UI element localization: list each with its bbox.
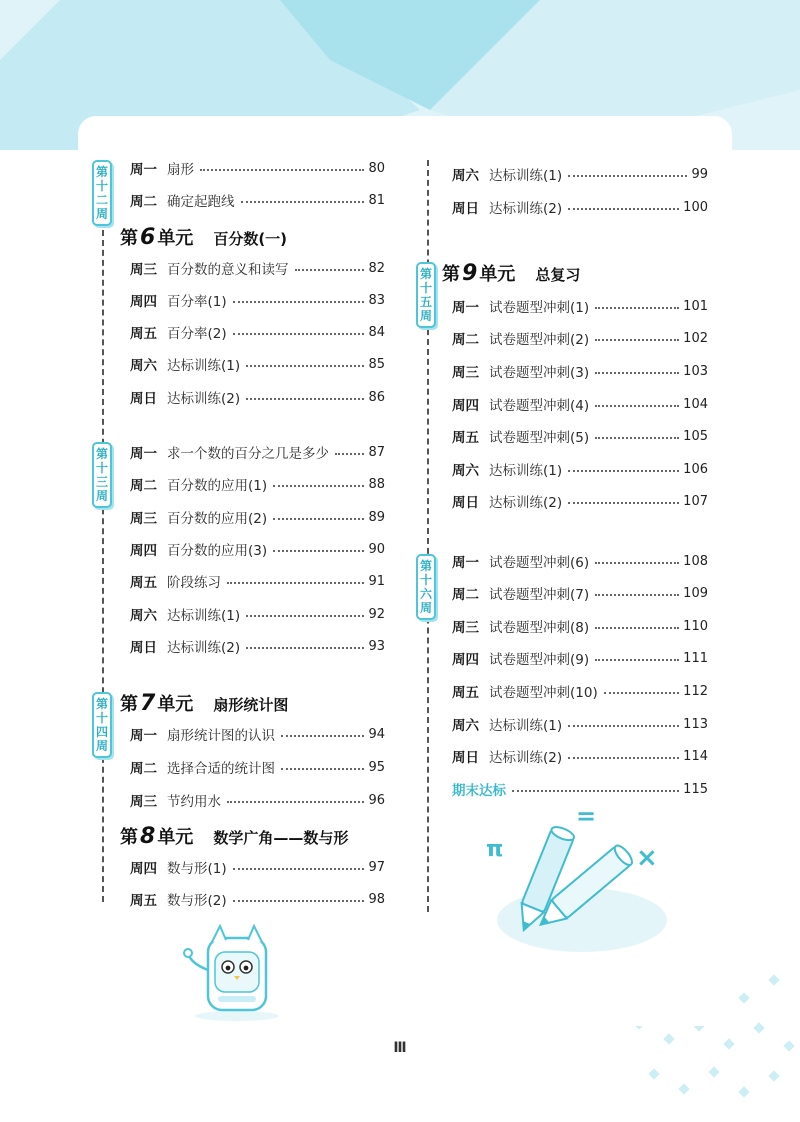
week-14-tag: 第 十 四 周 [92, 692, 112, 758]
toc-entry[interactable]: 周日 达标训练(2) 93 [130, 638, 385, 656]
toc-entry[interactable]: 周四 数与形(1) 97 [130, 859, 385, 877]
toc-entry[interactable]: 周日 达标训练(2) 86 [130, 389, 385, 407]
times-symbol: × [636, 843, 658, 873]
week-12-tag: 第 十 二 周 [92, 160, 112, 226]
toc-entry[interactable]: 周六 达标训练(1) 92 [130, 606, 385, 624]
toc-entry[interactable]: 周日 达标训练(2) 114 [452, 748, 708, 766]
toc-entry[interactable]: 周六 达标训练(1) 106 [452, 461, 708, 479]
toc-entry[interactable]: 周五 百分率(2) 84 [130, 324, 385, 342]
toc-entry[interactable]: 周五 试卷题型冲刺(5) 105 [452, 428, 708, 446]
toc-entry[interactable]: 周四 试卷题型冲刺(9) 111 [452, 650, 708, 668]
week-15-tag: 第 十 五 周 [416, 262, 436, 328]
toc-entry[interactable]: 周一 求一个数的百分之几是多少 87 [130, 444, 385, 462]
toc-entry[interactable]: 周六 达标训练(1) 99 [452, 166, 708, 184]
toc-entry[interactable]: 周一 扇形统计图的认识 94 [130, 726, 385, 744]
unit-8-heading: 第 8 单元 数学广角——数与形 [120, 824, 349, 849]
page-number: Ⅲ [393, 1040, 407, 1056]
toc-entry[interactable]: 周三 试卷题型冲刺(3) 103 [452, 363, 708, 381]
toc-entry[interactable]: 周日 达标训练(2) 107 [452, 493, 708, 511]
unit-6-heading: 第 6 单元 百分数(一) [120, 225, 288, 250]
toc-entry[interactable]: 周三 试卷题型冲刺(8) 110 [452, 618, 708, 636]
toc-entry[interactable]: 周三 百分数的应用(2) 89 [130, 509, 385, 527]
toc-entry[interactable]: 周三 节约用水 96 [130, 792, 385, 810]
toc-entry[interactable]: 周二 选择合适的统计图 95 [130, 759, 385, 777]
left-guide-line [102, 230, 104, 902]
toc-entry[interactable]: 周一 试卷题型冲刺(1) 101 [452, 298, 708, 316]
pencils-illustration [472, 800, 672, 960]
toc-entry[interactable]: 周五 数与形(2) 98 [130, 891, 385, 909]
toc-entry[interactable]: 周四 百分数的应用(3) 90 [130, 541, 385, 559]
toc-entry[interactable]: 周二 试卷题型冲刺(7) 109 [452, 585, 708, 603]
toc-entry[interactable]: 周日 达标训练(2) 100 [452, 199, 708, 217]
toc-entry[interactable]: 周一 试卷题型冲刺(6) 108 [452, 553, 708, 571]
toc-entry[interactable]: 周六 达标训练(1) 85 [130, 356, 385, 374]
final-review-entry[interactable]: 期末达标 115 [452, 781, 708, 799]
pi-symbol: π [486, 837, 504, 862]
toc-entry[interactable]: 周四 试卷题型冲刺(4) 104 [452, 396, 708, 414]
toc-entry[interactable]: 周二 确定起跑线 81 [130, 192, 385, 210]
toc-entry[interactable]: 周六 达标训练(1) 113 [452, 716, 708, 734]
mascot-illustration [182, 912, 292, 1022]
toc-entry[interactable]: 周四 百分率(1) 83 [130, 292, 385, 310]
toc-entry[interactable]: 周五 阶段练习 91 [130, 573, 385, 591]
toc-entry[interactable]: 周二 试卷题型冲刺(2) 102 [452, 330, 708, 348]
week-13-tag: 第 十 三 周 [92, 442, 112, 508]
equals-symbol: = [576, 802, 597, 830]
toc-entry[interactable]: 周三 百分数的意义和读写 82 [130, 260, 385, 278]
unit-9-heading: 第 9 单元 总复习 [442, 261, 581, 286]
toc-entry[interactable]: 周二 百分数的应用(1) 88 [130, 476, 385, 494]
toc-entry[interactable]: 周一 扇形 80 [130, 160, 385, 178]
week-16-tag: 第 十 六 周 [416, 554, 436, 620]
toc-entry[interactable]: 周五 试卷题型冲刺(10) 112 [452, 683, 708, 701]
unit-7-heading: 第 7 单元 扇形统计图 [120, 691, 289, 716]
